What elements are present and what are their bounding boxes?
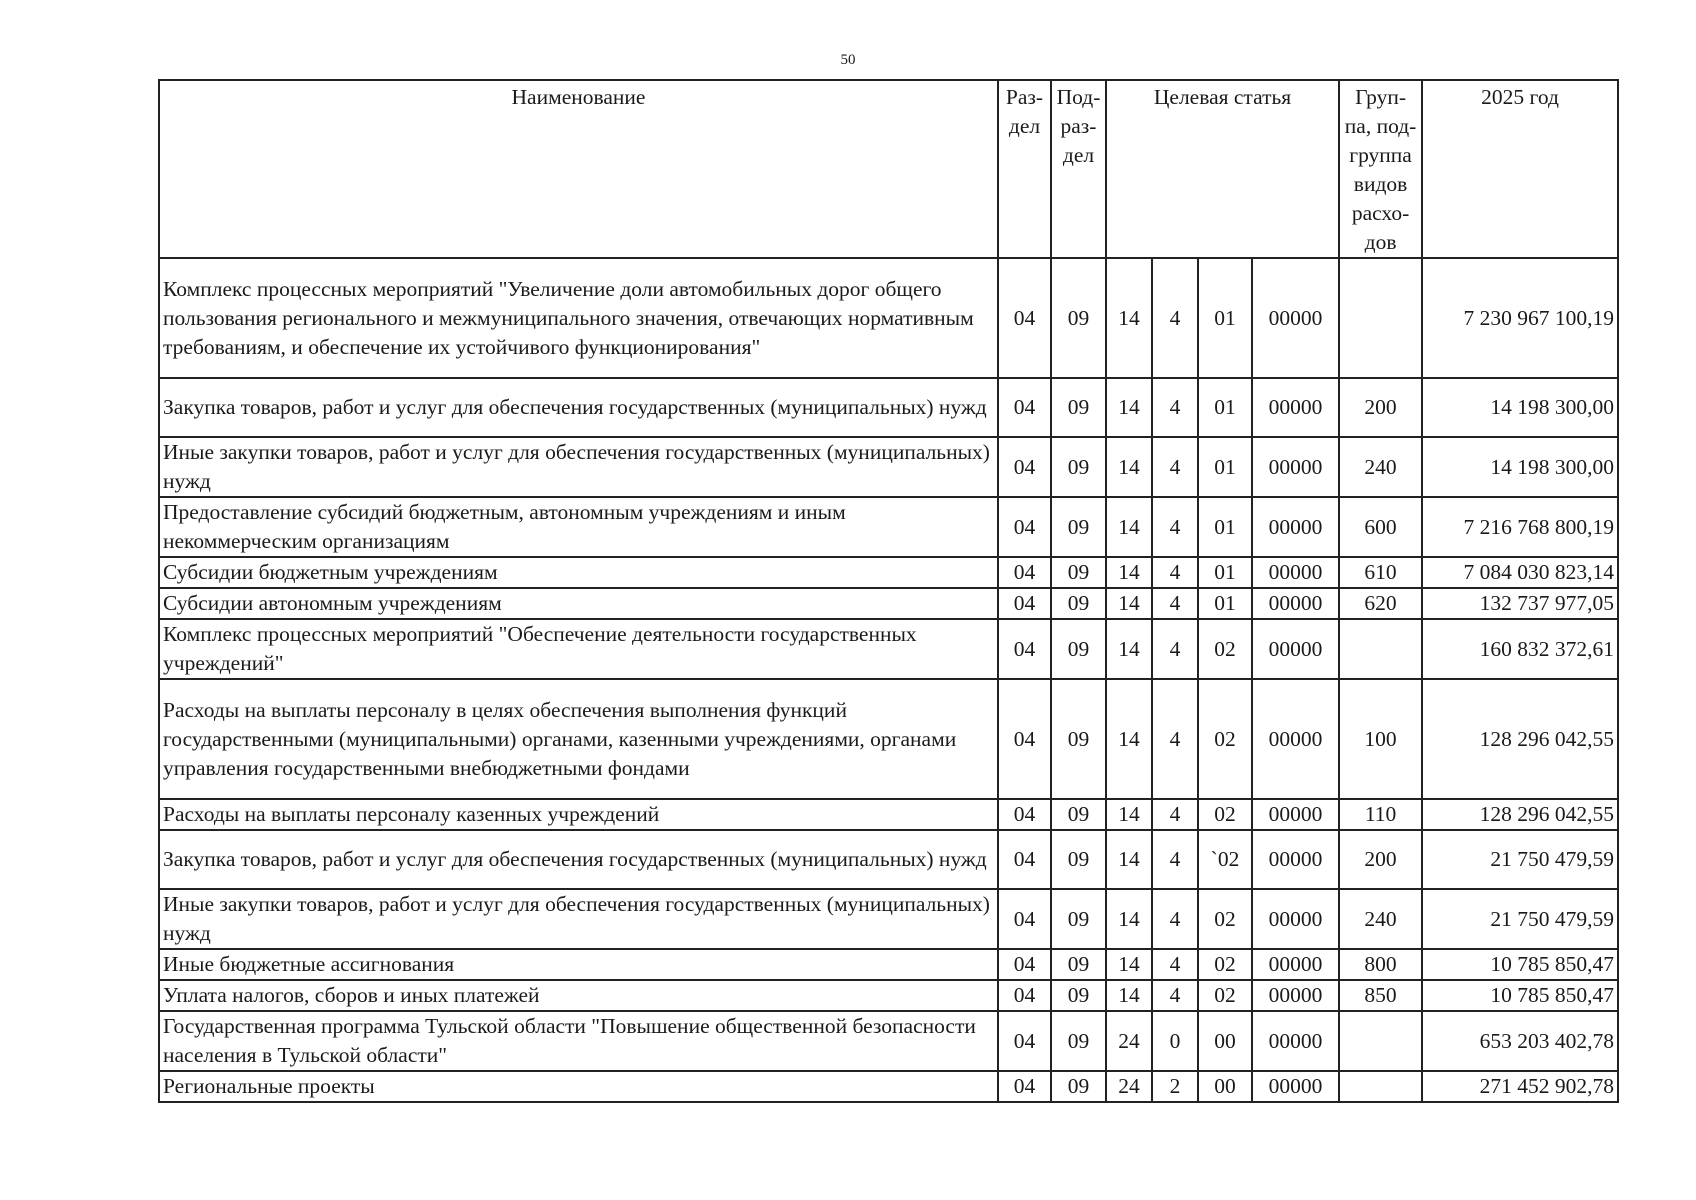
header-expense-group xyxy=(1339,80,1422,258)
header-subsection-line: дел xyxy=(1062,143,1095,167)
header-group-line: дов xyxy=(1364,230,1397,254)
row-subsection: 09 xyxy=(1051,557,1106,588)
table-row xyxy=(159,1071,1618,1102)
row-target-type: 4 xyxy=(1152,557,1198,588)
row-subsection: 09 xyxy=(1051,1011,1106,1071)
row-subsection: 09 xyxy=(1051,437,1106,497)
row-target-element: 01 xyxy=(1198,258,1252,378)
table-row xyxy=(159,557,1618,588)
row-target-type: 4 xyxy=(1152,830,1198,889)
row-name: Иные закупки товаров, работ и услуг для обеспечения государственных (муниципальных) нужд xyxy=(159,437,998,497)
row-target-direction: 00000 xyxy=(1252,889,1339,949)
row-subsection: 09 xyxy=(1051,497,1106,557)
row-target-program: 14 xyxy=(1106,799,1152,830)
row-amount: 7 216 768 800,19 xyxy=(1422,497,1618,557)
row-amount: 128 296 042,55 xyxy=(1422,799,1618,830)
row-target-element: 02 xyxy=(1198,619,1252,679)
table-row xyxy=(159,588,1618,619)
row-name: Закупка товаров, работ и услуг для обеспечения государственных (муниципальных) нужд xyxy=(159,830,998,889)
row-amount: 132 737 977,05 xyxy=(1422,588,1618,619)
header-section xyxy=(998,80,1051,258)
row-target-program: 24 xyxy=(1106,1011,1152,1071)
row-expense-group: 850 xyxy=(1339,980,1422,1011)
row-amount: 21 750 479,59 xyxy=(1422,889,1618,949)
header-subsection xyxy=(1051,80,1106,258)
row-target-type: 2 xyxy=(1152,1071,1198,1102)
row-section: 04 xyxy=(998,497,1051,557)
row-target-type: 4 xyxy=(1152,497,1198,557)
row-section: 04 xyxy=(998,588,1051,619)
row-target-program: 14 xyxy=(1106,619,1152,679)
table-header-row xyxy=(159,80,1618,258)
row-subsection: 09 xyxy=(1051,799,1106,830)
row-target-type: 4 xyxy=(1152,619,1198,679)
budget-table xyxy=(158,79,1619,1103)
row-section: 04 xyxy=(998,679,1051,799)
row-target-type: 4 xyxy=(1152,799,1198,830)
row-target-type: 4 xyxy=(1152,980,1198,1011)
row-target-direction: 00000 xyxy=(1252,799,1339,830)
row-section: 04 xyxy=(998,830,1051,889)
header-year: 2025 год xyxy=(1422,80,1618,258)
row-target-program: 14 xyxy=(1106,588,1152,619)
row-subsection: 09 xyxy=(1051,949,1106,980)
row-amount: 14 198 300,00 xyxy=(1422,378,1618,437)
row-target-direction: 00000 xyxy=(1252,619,1339,679)
row-name: Закупка товаров, работ и услуг для обеспечения государственных (муниципальных) нужд xyxy=(159,378,998,437)
row-target-type: 4 xyxy=(1152,437,1198,497)
row-section: 04 xyxy=(998,1011,1051,1071)
row-target-element: 01 xyxy=(1198,497,1252,557)
row-target-element: 01 xyxy=(1198,437,1252,497)
row-target-direction: 00000 xyxy=(1252,949,1339,980)
row-name: Субсидии бюджетным учреждениям xyxy=(159,557,998,588)
row-target-element: 02 xyxy=(1198,799,1252,830)
table-row xyxy=(159,889,1618,949)
row-target-direction: 00000 xyxy=(1252,588,1339,619)
row-target-type: 4 xyxy=(1152,949,1198,980)
row-target-type: 4 xyxy=(1152,378,1198,437)
row-target-element: 00 xyxy=(1198,1071,1252,1102)
row-target-program: 14 xyxy=(1106,557,1152,588)
row-name: Иные закупки товаров, работ и услуг для обеспечения государственных (муниципальных) нужд xyxy=(159,889,998,949)
row-target-element: 01 xyxy=(1198,557,1252,588)
table-row xyxy=(159,497,1618,557)
row-name: Предоставление субсидий бюджетным, автономным учреждениям и иным некоммерческим организациям xyxy=(159,497,998,557)
row-name: Расходы на выплаты персоналу в целях обеспечения выполнения функций государственными (муниципальными) органами, казенными учреждениями, органами управления государственными внебюджетными фондами xyxy=(159,679,998,799)
row-amount: 10 785 850,47 xyxy=(1422,980,1618,1011)
row-expense-group: 240 xyxy=(1339,437,1422,497)
row-target-element: 02 xyxy=(1198,679,1252,799)
row-section: 04 xyxy=(998,799,1051,830)
row-target-element: 02 xyxy=(1198,980,1252,1011)
row-target-direction: 00000 xyxy=(1252,258,1339,378)
row-target-program: 14 xyxy=(1106,378,1152,437)
row-expense-group: 200 xyxy=(1339,830,1422,889)
table-row xyxy=(159,378,1618,437)
row-target-program: 14 xyxy=(1106,889,1152,949)
row-subsection: 09 xyxy=(1051,830,1106,889)
row-subsection: 09 xyxy=(1051,378,1106,437)
row-amount: 653 203 402,78 xyxy=(1422,1011,1618,1071)
row-target-direction: 00000 xyxy=(1252,437,1339,497)
row-name: Комплекс процессных мероприятий "Увеличение доли автомобильных дорог общего пользования регионального и межмуниципального значения, отвечающих нормативным требованиям, и обеспечение их устойчивого функционирования" xyxy=(159,258,998,378)
row-target-direction: 00000 xyxy=(1252,378,1339,437)
header-target-article: Целевая статья xyxy=(1106,80,1339,258)
row-name: Расходы на выплаты персоналу казенных учреждений xyxy=(159,799,998,830)
row-target-direction: 00000 xyxy=(1252,557,1339,588)
row-target-program: 14 xyxy=(1106,830,1152,889)
row-target-element: `02 xyxy=(1198,830,1252,889)
row-expense-group xyxy=(1339,619,1422,679)
row-target-element: 02 xyxy=(1198,949,1252,980)
row-subsection: 09 xyxy=(1051,258,1106,378)
row-expense-group: 600 xyxy=(1339,497,1422,557)
row-section: 04 xyxy=(998,258,1051,378)
row-amount: 160 832 372,61 xyxy=(1422,619,1618,679)
row-expense-group xyxy=(1339,258,1422,378)
header-subsection-line: раз- xyxy=(1060,114,1097,138)
row-expense-group: 110 xyxy=(1339,799,1422,830)
row-subsection: 09 xyxy=(1051,588,1106,619)
row-name: Государственная программа Тульской области "Повышение общественной безопасности населения в Тульской области" xyxy=(159,1011,998,1071)
table-row xyxy=(159,1011,1618,1071)
row-name: Иные бюджетные ассигнования xyxy=(159,949,998,980)
row-amount: 128 296 042,55 xyxy=(1422,679,1618,799)
header-group-line: группа xyxy=(1349,143,1412,167)
row-expense-group: 620 xyxy=(1339,588,1422,619)
row-name: Комплекс процессных мероприятий "Обеспечение деятельности государственных учреждений" xyxy=(159,619,998,679)
row-target-direction: 00000 xyxy=(1252,679,1339,799)
row-expense-group xyxy=(1339,1011,1422,1071)
row-amount: 7 084 030 823,14 xyxy=(1422,557,1618,588)
table-row xyxy=(159,679,1618,799)
header-name: Наименование xyxy=(159,80,998,258)
table-row xyxy=(159,830,1618,889)
row-target-type: 4 xyxy=(1152,258,1198,378)
row-name: Региональные проекты xyxy=(159,1071,998,1102)
row-target-direction: 00000 xyxy=(1252,497,1339,557)
row-section: 04 xyxy=(998,1071,1051,1102)
row-amount: 271 452 902,78 xyxy=(1422,1071,1618,1102)
row-amount: 10 785 850,47 xyxy=(1422,949,1618,980)
table-row xyxy=(159,980,1618,1011)
header-subsection-line: Под- xyxy=(1056,85,1101,109)
row-target-program: 14 xyxy=(1106,949,1152,980)
table-row xyxy=(159,258,1618,378)
header-group-line: па, под- xyxy=(1344,114,1417,138)
row-target-program: 14 xyxy=(1106,437,1152,497)
row-amount: 21 750 479,59 xyxy=(1422,830,1618,889)
row-section: 04 xyxy=(998,949,1051,980)
row-section: 04 xyxy=(998,889,1051,949)
row-subsection: 09 xyxy=(1051,980,1106,1011)
row-target-program: 24 xyxy=(1106,1071,1152,1102)
row-amount: 7 230 967 100,19 xyxy=(1422,258,1618,378)
row-target-program: 14 xyxy=(1106,258,1152,378)
row-section: 04 xyxy=(998,980,1051,1011)
row-name: Уплата налогов, сборов и иных платежей xyxy=(159,980,998,1011)
row-target-direction: 00000 xyxy=(1252,830,1339,889)
header-section-line: Раз- xyxy=(1005,85,1044,109)
header-group-line: расхо- xyxy=(1351,201,1410,225)
row-expense-group: 100 xyxy=(1339,679,1422,799)
table-row xyxy=(159,949,1618,980)
page-number: 50 xyxy=(840,52,856,68)
row-target-direction: 00000 xyxy=(1252,1071,1339,1102)
row-target-program: 14 xyxy=(1106,980,1152,1011)
row-target-type: 4 xyxy=(1152,889,1198,949)
table-row xyxy=(159,619,1618,679)
row-target-element: 00 xyxy=(1198,1011,1252,1071)
row-subsection: 09 xyxy=(1051,1071,1106,1102)
row-target-type: 4 xyxy=(1152,588,1198,619)
header-section-line: дел xyxy=(1008,114,1041,138)
table-row xyxy=(159,437,1618,497)
row-target-element: 02 xyxy=(1198,889,1252,949)
row-section: 04 xyxy=(998,378,1051,437)
row-target-program: 14 xyxy=(1106,497,1152,557)
row-amount: 14 198 300,00 xyxy=(1422,437,1618,497)
row-target-element: 01 xyxy=(1198,378,1252,437)
row-expense-group: 200 xyxy=(1339,378,1422,437)
row-target-direction: 00000 xyxy=(1252,1011,1339,1071)
row-subsection: 09 xyxy=(1051,679,1106,799)
row-expense-group xyxy=(1339,1071,1422,1102)
row-section: 04 xyxy=(998,437,1051,497)
row-target-element: 01 xyxy=(1198,588,1252,619)
row-expense-group: 610 xyxy=(1339,557,1422,588)
row-section: 04 xyxy=(998,619,1051,679)
table-row xyxy=(159,799,1618,830)
row-section: 04 xyxy=(998,557,1051,588)
row-target-type: 4 xyxy=(1152,679,1198,799)
row-name: Субсидии автономным учреждениям xyxy=(159,588,998,619)
row-target-direction: 00000 xyxy=(1252,980,1339,1011)
header-group-line: видов xyxy=(1353,172,1408,196)
row-subsection: 09 xyxy=(1051,619,1106,679)
row-expense-group: 240 xyxy=(1339,889,1422,949)
header-group-line: Груп- xyxy=(1355,85,1407,109)
row-subsection: 09 xyxy=(1051,889,1106,949)
row-expense-group: 800 xyxy=(1339,949,1422,980)
row-target-program: 14 xyxy=(1106,679,1152,799)
row-target-type: 0 xyxy=(1152,1011,1198,1071)
